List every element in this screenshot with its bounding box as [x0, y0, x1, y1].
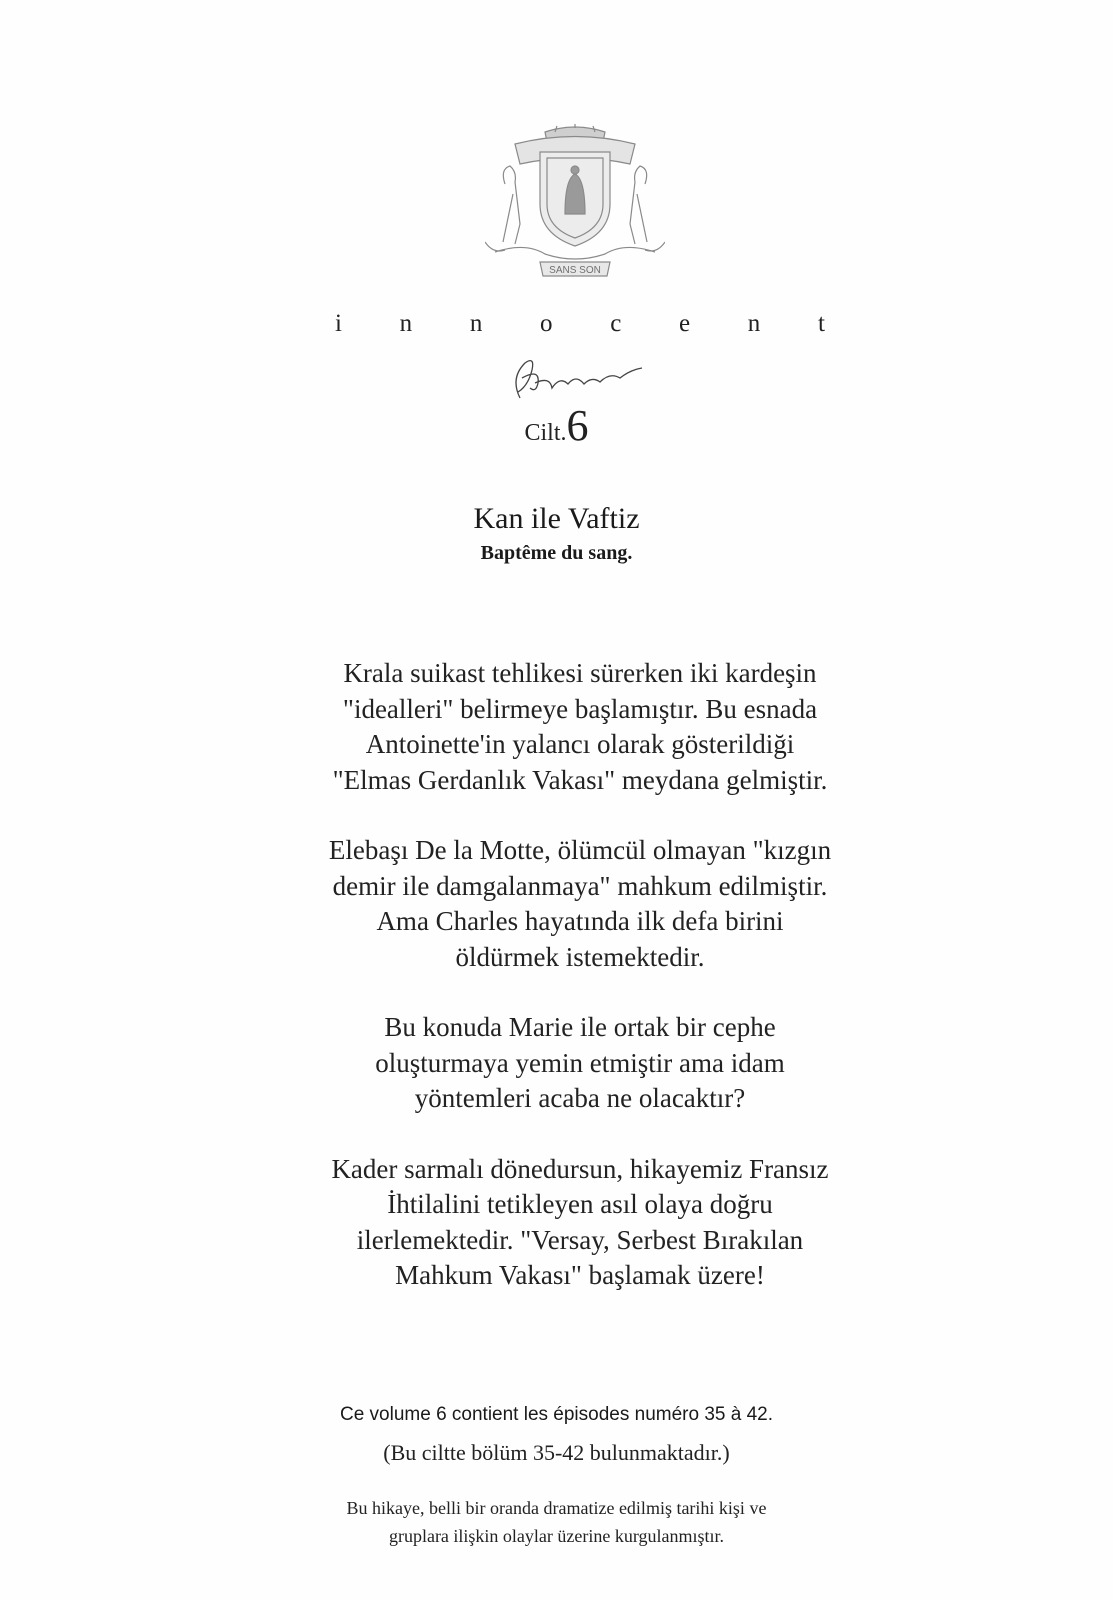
synopsis-line: Krala suikast tehlikesi sürerken iki kardeşin: [343, 658, 817, 688]
series-title-letters: [335, 310, 825, 338]
volume-contents-french: Ce volume 6 contient les épisodes numéro 35 à 42.: [339, 1404, 774, 1425]
series-letter: n: [747, 310, 761, 337]
series-letter: i: [335, 310, 342, 337]
volume-contents-turkish: (Bu ciltte bölüm 35-42 bulunmaktadır.): [383, 1440, 730, 1465]
synopsis-paragraph: [230, 656, 930, 798]
page-subtitle: Baptême du sang.: [480, 542, 633, 564]
series-letter: c: [610, 310, 622, 337]
synopsis-line: İhtilalini tetikleyen asıl olaya doğru: [387, 1189, 773, 1219]
synopsis-line: Kader sarmalı dönedursun, hikayemiz Fransız: [331, 1153, 829, 1184]
crest-motto: SANS SON: [549, 265, 601, 276]
series-letter: n: [469, 310, 483, 337]
disclaimer-line: gruplara ilişkin olaylar üzerine kurgulanmıştır.: [388, 1526, 725, 1546]
series-letter: n: [399, 310, 413, 337]
synopsis-line: ilerlemektedir. "Versay, Serbest Bırakılan: [356, 1224, 804, 1255]
series-letter: o: [540, 310, 553, 337]
disclaimer-note: [0, 1494, 1113, 1550]
synopsis-paragraph: [230, 1010, 930, 1117]
volume-prefix: Cilt.: [524, 420, 567, 446]
chapter-title-block: [0, 502, 1113, 565]
synopsis-paragraph: [230, 833, 930, 975]
synopsis-paragraph: [230, 1152, 930, 1294]
synopsis-line: Antoinette'in yalancı olarak gösterildiği: [365, 729, 795, 759]
synopsis-line: Ama Charles hayatında ilk defa birini: [376, 906, 784, 936]
series-letter: e: [679, 310, 691, 337]
synopsis-line: öldürmek istemektedir.: [455, 941, 705, 972]
page-title: Kan ile Vaftiz: [473, 502, 640, 535]
synopsis-line: Mahkum Vakası" başlamak üzere!: [395, 1260, 765, 1290]
synopsis-line: yöntemleri acaba ne olacaktır?: [414, 1083, 746, 1113]
synopsis-line: Elebaşı De la Motte, ölümcül olmayan "kızgın: [328, 835, 832, 865]
synopsis-line: Bu konuda Marie ile ortak bir cephe: [384, 1012, 776, 1042]
volume-number: 6: [566, 401, 589, 450]
synopsis-line: demir ile damgalanmaya" mahkum edilmiştir.: [332, 870, 828, 901]
disclaimer-line: Bu hikaye, belli bir oranda dramatize edilmiş tarihi kişi ve: [346, 1498, 767, 1518]
synopsis-line: "idealleri" belirmeye başlamıştır. Bu esnada: [342, 693, 818, 724]
synopsis-line: "Elmas Gerdanlık Vakası" meydana gelmiştir.: [332, 764, 828, 795]
rouge-script-text: Rouge: [573, 382, 577, 383]
crest-icon: [485, 124, 665, 284]
volume-label: [0, 400, 1113, 451]
synopsis-text: [230, 656, 930, 1329]
rouge-script-icon: [500, 348, 650, 408]
series-script-logo: [500, 348, 650, 408]
coat-of-arms-emblem: [485, 124, 665, 284]
series-letter: t: [817, 310, 825, 337]
synopsis-line: oluşturmaya yemin etmiştir ama idam: [375, 1047, 785, 1078]
